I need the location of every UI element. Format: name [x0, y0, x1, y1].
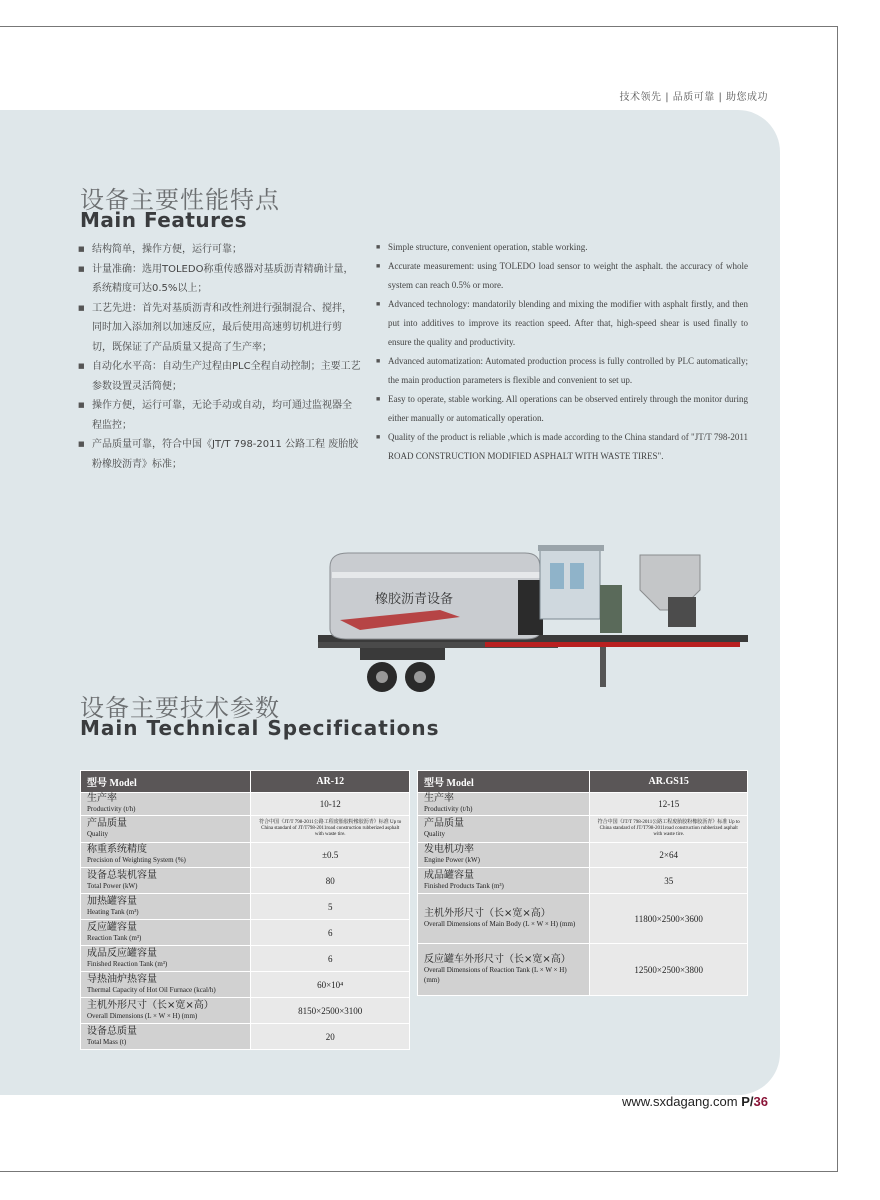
table-row [418, 816, 748, 843]
page-number: 36 [753, 1094, 768, 1109]
footer [622, 1094, 768, 1109]
row-value: ±0.5 [251, 843, 410, 868]
row-label-en: Productivity (t/h) [424, 805, 473, 813]
row-label-cn: 发电机功率 [424, 844, 474, 855]
row-value: 2×64 [590, 843, 748, 868]
feature-cn-item: ■ 自动化水平高：自动生产过程由PLC全程自动控制；主要工艺参数设置灵活简便； [78, 357, 361, 396]
row-label-cn: 生产率 [87, 793, 117, 804]
table-row [81, 868, 410, 894]
header-slogan: 技术领先 | 品质可靠 | 助您成功 [619, 92, 768, 103]
feature-en-item: ■ Simple structure, convenient operation, stable working. [376, 238, 748, 257]
specs-title-cn: 设备主要技术参数 [80, 694, 280, 722]
header-model-value: AR-12 [251, 771, 410, 793]
table-row [81, 998, 410, 1024]
header-model-label: 型号 Model [81, 771, 251, 793]
row-label-en: Overall Dimensions of Main Body (L × W × H) (mm) [424, 919, 576, 928]
row-value: 12-15 [590, 793, 748, 816]
table-row [81, 972, 410, 998]
header-model-label: 型号 Model [418, 771, 590, 793]
table-row [81, 946, 410, 972]
table-row [81, 793, 410, 816]
row-label-cn: 成品反应罐容量 [87, 947, 157, 959]
row-value: 6 [251, 946, 410, 972]
feature-cn-item: ■ 工艺先进：首先对基质沥青和改性剂进行强制混合、搅拌，同时加入添加剂以加速反应，最后使用高速剪切机进行剪切，既保证了产品质量又提高了生产率； [78, 299, 361, 358]
row-value: 6 [251, 920, 410, 946]
row-label-cn: 加热罐容量 [87, 895, 137, 907]
row-label-en: Finished Reaction Tank (m³) [87, 959, 168, 968]
row-value: 12500×2500×3800 [590, 944, 748, 996]
features-title-en: Main Features [80, 208, 247, 232]
feature-cn-item: ■ 操作方便，运行可靠，无论手动或自动，均可通过监视器全程监控； [78, 396, 361, 435]
row-label-en: Quality [424, 830, 445, 838]
page-mark: P/ [741, 1094, 754, 1109]
row-label-cn: 主机外形尺寸（长×宽×高） [87, 999, 214, 1011]
row-value: 60×10⁴ [251, 972, 410, 998]
frame-bottom [0, 1171, 838, 1172]
quality-note: 符合中国《JT/T 798-2011公路工程废胎胶粉橡胶沥青》标准 Up to China standard of JT/T798-2011road construction rubberized asphalt with waste tire. [251, 816, 410, 843]
feature-en-item: ■ Advanced technology: mandatorily blending and mixing the modifier with asphalt firstly, and then put into additives to improve its reaction speed. After that, high-speed shear is used finally to ensure the quality and productivity. [376, 295, 748, 352]
feature-en-item: ■ Quality of the product is reliable ,which is made according to the China standard of "JT/T 798-2011 ROAD CONSTRUCTION MODIFIED ASPHALT WITH WASTE TIRES". [376, 428, 748, 466]
table-header-row [418, 771, 748, 793]
features-title-cn: 设备主要性能特点 [80, 186, 280, 214]
row-label-en: Overall Dimensions (L × W × H) (mm) [87, 1011, 198, 1020]
row-value: 10-12 [251, 793, 410, 816]
row-label-cn: 导热油炉热容量 [87, 973, 157, 985]
feature-en-item: ■ Accurate measurement: using TOLEDO load sensor to weight the asphalt. the accuracy of whole system can reach 0.5% or more. [376, 257, 748, 295]
table-row [418, 894, 748, 944]
feature-cn-item: ■ 产品质量可靠，符合中国《JT/T 798-2011 公路工程 废胎胶粉橡胶沥青》标准； [78, 435, 361, 474]
row-value: 8150×2500×3100 [251, 998, 410, 1024]
row-label-en: Finished Products Tank (m³) [424, 881, 504, 890]
row-value: 80 [251, 868, 410, 894]
row-label-en: Total Power (kW) [87, 881, 138, 890]
frame-right [837, 26, 838, 1172]
features-list-en [376, 238, 748, 466]
row-label-cn: 产品质量 [87, 818, 127, 829]
row-value: 5 [251, 894, 410, 920]
row-label-cn: 设备总质量 [87, 1025, 137, 1037]
table-row [81, 894, 410, 920]
row-label-cn: 反应罐车外形尺寸（长×宽×高） [424, 953, 571, 965]
row-label-en: Heating Tank (m³) [87, 907, 139, 916]
row-label-en: Quality [87, 830, 108, 838]
row-value: 35 [590, 868, 748, 894]
row-label-en: Total Mass (t) [87, 1037, 127, 1046]
row-label-cn: 反应罐容量 [87, 921, 137, 933]
feature-en-item: ■ Advanced automatization: Automated production process is fully controlled by PLC automatically; the main production parameters is flexible and convenient to set up. [376, 352, 748, 390]
table-row [418, 793, 748, 816]
quality-note: 符合中国《JT/T 798-2011公路工程废胎胶粉橡胶沥青》标准 Up to China standard of JT/T798-2011road construction rubberized asphalt with waste tire. [590, 816, 748, 843]
header-model-value: AR.GS15 [590, 771, 748, 793]
engine-block [518, 580, 543, 635]
table-row [81, 1024, 410, 1050]
row-label-cn: 主机外形尺寸（长×宽×高） [424, 907, 551, 919]
tank-text: 橡胶沥青设备 [375, 592, 454, 607]
table-row [418, 944, 748, 996]
table-row [81, 920, 410, 946]
row-label-cn: 成品罐容量 [424, 869, 474, 881]
row-label-cn: 生产率 [424, 793, 454, 804]
generator [600, 585, 622, 633]
table-row [418, 868, 748, 894]
table-header-row [81, 771, 410, 793]
row-label-cn: 称重系统精度 [87, 844, 147, 855]
table-row [418, 843, 748, 868]
table-row [81, 816, 410, 843]
spec-table-ar12 [80, 770, 410, 1050]
row-label-en: Engine Power (kW) [424, 856, 480, 864]
row-label-cn: 产品质量 [424, 818, 464, 829]
features-list-cn [78, 240, 361, 474]
feature-cn-item: ■ 计量准确：选用TOLEDO称重传感器对基质沥青精确计量，系统精度可达0.5%以上； [78, 260, 361, 299]
row-label-en: Thermal Capacity of Hot Oil Furnace (kcal/h) [87, 985, 216, 994]
table-row [81, 843, 410, 868]
row-label-en: Reaction Tank (m³) [87, 933, 142, 942]
asphalt-truck-image [300, 535, 760, 705]
feature-en-item: ■ Easy to operate, stable working. All operations can be observed entirely through the monitor during either manually or automatically operation. [376, 390, 748, 428]
row-value: 11800×2500×3600 [590, 894, 748, 944]
red-stripe [485, 642, 740, 647]
feature-cn-item: ■ 结构简单，操作方便，运行可靠； [78, 240, 361, 260]
specs-title-en: Main Technical Specifications [80, 716, 440, 740]
row-label-en: Precision of Weighting System (%) [87, 856, 186, 864]
row-label-cn: 设备总装机容量 [87, 869, 157, 881]
row-label-en: Overall Dimensions of Reaction Tank (L × W × H) (mm) [424, 965, 567, 984]
frame-top [0, 26, 838, 27]
row-value: 20 [251, 1024, 410, 1050]
row-label-en: Productivity (t/h) [87, 805, 136, 813]
footer-url: www.sxdagang.com [621, 1094, 738, 1109]
spec-table-args15 [417, 770, 748, 996]
